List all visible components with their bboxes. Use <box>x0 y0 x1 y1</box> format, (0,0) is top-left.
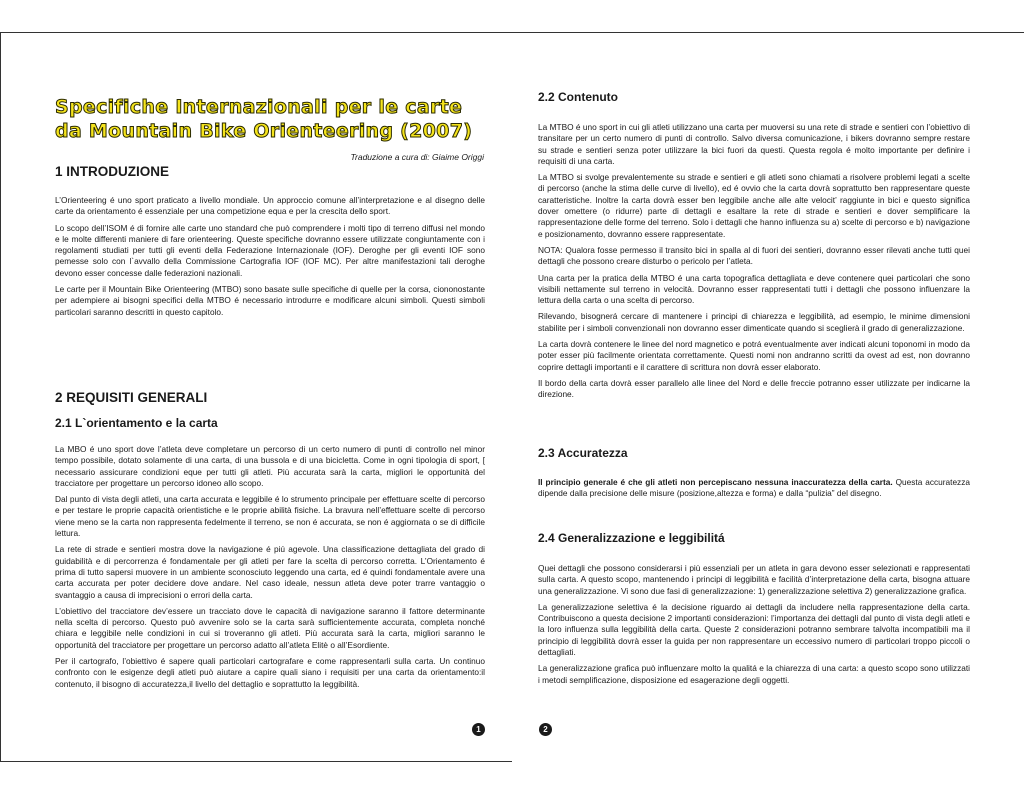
page-left <box>0 32 512 762</box>
paragraph: La MBO é uno sport dove l’atleta deve completare un percorso di un certo numero di punti di controllo nel minor tempo possibile, dotato solamente di una carta, di una bussola e di una bicicletta. Come in ogni tipologia di sport, [ necessario assicurare condizioni eque per tutti gli atleti. Più accurata sarà la carta, migliori le opportunità del tracciatore per progettare un percorso idoneo allo scopo. <box>55 444 485 488</box>
principle-statement: Il principio generale é che gli atleti non percepiscano nessuna inaccuratezza della carta. <box>538 477 893 487</box>
paragraph: Per il cartografo, l’obiettivo é sapere quali particolari cartografare e come rappresentarli sulla carta. Un continuo confronto con le esigenze degli atleti può aiutare a capire quali siano i requisiti per una carta da orientamento:il contenuto, il bisogno di accuratezza,il livello del dettaglio e soprattutto la leggibilità. <box>55 656 485 689</box>
paragraph: Dal punto di vista degli atleti, una carta accurata e leggibile é lo strumento principale per effettuare scelte di percorso e per testare le proprie capacità orientistiche e le proprie abilità fisiche. La bravura nell’effettuare scelte di percorso viene meno se la carta non rappresenta fedelmente il terreno, se non é accurata, se non é aggiornata o se di difficile lettura. <box>55 494 485 539</box>
paragraph: La MTBO si svolge prevalentemente su strade e sentieri e gli atleti sono chiamati a risolvere problemi legati a scelte di percorso (anche la stima delle curve di livello), ed é ovvio che la carta dovrà soprattutto ben rappresentare queste caratteristiche. Inoltre la carta dovrà esser ben leggibile anche alle alte velocit’ raggiunte in bici e questo significa dover omettere (o ridurre) parte di dettagli e esaltare la rete di strade e sentieri e dover semplificare la rappresentazione delle forme del terreno. Solo i dettagli che hanno influenza su a) scelte di percorso e b) navigazione e posizionamento, dovranno essere rappresentate. <box>538 172 970 239</box>
paragraph: La MTBO é uno sport in cui gli atleti utilizzano una carta per muoversi su una rete di strade e sentieri con l’obiettivo di transitare per un certo numero di punti di controllo. Salvo diversa comunicazione, i bikers dovranno sempre restare su strade e sentieri senza poter utilizzare la bici fuori da questi. Questa regola é molto importante per definire i requisiti di una carta. <box>538 122 970 166</box>
paragraph: Una carta per la pratica della MTBO é una carta topografica dettagliata e deve contenere quei particolari che sono visibili nettamente sul terreno in velocità. Dovranno esser rappresentati tutti i dettagli che possono influenzare la lettura della carta o una scelta di percorso. <box>538 272 970 306</box>
page-number-badge: 1 <box>472 723 485 736</box>
paragraph: La rete di strade e sentieri mostra dove la navigazione é piú agevole. Una classificazione dettagliata del grado di guidabilità e di percorrenza é fondamentale per gli atleti per fare la scelta di percorso corretta. L’Orientamento é prima di tutto sapersi muovere in un ambiente sconosciuto leggendo una carta, ed é quindi fondamentale avere una carta accurata per poter decidere dove andare. Nel caso ideale, nessun atleta deve poter trarre vantaggio o svantaggio a causa di imprecisioni o errori della carta. <box>55 544 485 600</box>
section-2-2-body <box>538 122 970 406</box>
paragraph: Il bordo della carta dovrà esser parallelo alle linee del Nord e delle freccie potranno esser utilizzate per indicarne la direzione. <box>538 377 970 400</box>
section-1-body <box>55 195 485 323</box>
paragraph <box>538 477 970 500</box>
page-right <box>512 32 1024 762</box>
paragraph: NOTA: Qualora fosse permesso il transito bici in spalla al di fuori dei sentieri, dovranno esser rilevati anche tutti quei dettagli che possono creare disturbo o pericolo per l’atleta. <box>538 244 970 267</box>
paragraph: L’obiettivo del tracciatore dev’essere un tracciato dove le capacità di navigazione saranno il fattore determinante nella scelta di percorso. Questo può avvenire solo se la carta sarà sufficientemente accurata, completa nonché chiara e leggibile nelle condizioni in cui si troveranno gli atleti. Più accurata sarà la carta, migliori saranno le opportunità del tracciatore per progettare un percorso adatto all’atleta Elitè o all’Esordiente. <box>55 605 485 650</box>
paragraph: Le carte per il Mountain Bike Orienteering (MTBO) sono basate sulle specifiche di quelle per la corsa, ciononostante per adempiere ai bisogni specifici della MTBO é necessario introdurre e modificare alcuni simboli. Questi simboli particolari saranno descritti in questo capitolo. <box>55 284 485 317</box>
section-2-3-body <box>538 477 970 505</box>
document-title: Specifiche Internazionali per le carte da Mountain Bike Orienteering (2007) <box>55 96 473 142</box>
principle-continuation: Questa accuratezza dipende dalla precisione delle misure (posizione,altezza e forma) e dalla “pulizia” del disegno. <box>538 477 970 499</box>
paragraph: L’Orienteering é uno sport praticato a livello mondiale. Un approccio comune all’interpretazione e al disegno delle carte da orientamento é essenziale per una competizione equa e per la crescita dello sport. <box>55 195 485 217</box>
section-1-heading: 1 INTRODUZIONE <box>55 164 170 179</box>
translation-credit: Traduzione a cura di: Giaime Origgi <box>350 152 484 162</box>
section-2-2-heading: 2.2 Contenuto <box>538 90 618 104</box>
paragraph: Quei dettagli che possono considerarsi i più essenziali per un atleta in gara devono esser selezionati e rappresentati sulla carta. A questo scopo, mantenendo i principi di leggibilità e facilità d’interpretazione della carta, bisogna attuare una generalizzazione. Vi sono due fasi di generalizzazione: 1) generalizzazione selettiva 2) generalizzazione grafica. <box>538 563 970 596</box>
paragraph: La generalizzazione selettiva é la decisione riguardo ai dettagli da includere nella rappresentazione della carta. Contribuiscono a questa decisione 2 importanti considerazioni: l’importanza dei dettagli dal punto di vista degli atleti e la loro influenza sulla leggibilità della carta. Queste 2 considerazioni potranno sembrare talvolta incompatibili ma il principio di leggibilità dovrà esser la guida per non rappresentare un eccessivo numero di particolari troppo piccoli o dettagliati. <box>538 601 970 658</box>
section-2-3-heading: 2.3 Accuratezza <box>538 446 628 460</box>
paragraph: La generalizzazione grafica può influenzare molto la qualitá e la chiarezza di una carta: a questo scopo sono utilizzati i metodi semplificazione, disposizione ed esagerazione degli oggetti. <box>538 663 970 685</box>
page-number-badge: 2 <box>539 723 552 736</box>
section-2-1-body <box>55 444 485 695</box>
section-2-4-heading: 2.4 Generalizzazione e leggibilitá <box>538 531 725 545</box>
paragraph: Rilevando, bisognerá cercare di mantenere i principi di chiarezza e leggibilità, ad esempio, le minime dimensioni stabilite per i simboli convenzionali non dovranno esser dimenticate quando si sceglierà il grado di generalizzazione. <box>538 311 970 333</box>
paragraph: La carta dovrà contenere le linee del nord magnetico e potrá eventualmente aver indicati alcuni toponomi in modo da poter esser più facilmente orientata correttamente. Questi nomi non andranno scritti da ovest ad est, non dovranno coprire dettagli importanti e il carattere di scrittura non dovrà esser elaborato. <box>538 339 970 372</box>
section-2-heading: 2 REQUISITI GENERALI <box>55 390 208 405</box>
section-2-1-heading: 2.1 L`orientamento e la carta <box>55 416 218 430</box>
section-2-4-body <box>538 563 970 691</box>
paragraph: Lo scopo dell’ISOM é di fornire alle carte uno standard che può comprendere i molti tipo di terreno diffusi nel mondo e le molte differenti maniere di fare orienteering. Queste specifiche dovranno essere utilizzate congiuntamente con i regolamenti studiati per tutti gli eventi della Federazione Internazionale (IOF). Deroghe per gli eventi IOF sono pemesse solo con l`avvallo della Commissione Cartografia IOF (IOF MC). Per altre manifestazioni tali deroghe devono esser concesse dalle federazioni nazionali. <box>55 222 485 278</box>
